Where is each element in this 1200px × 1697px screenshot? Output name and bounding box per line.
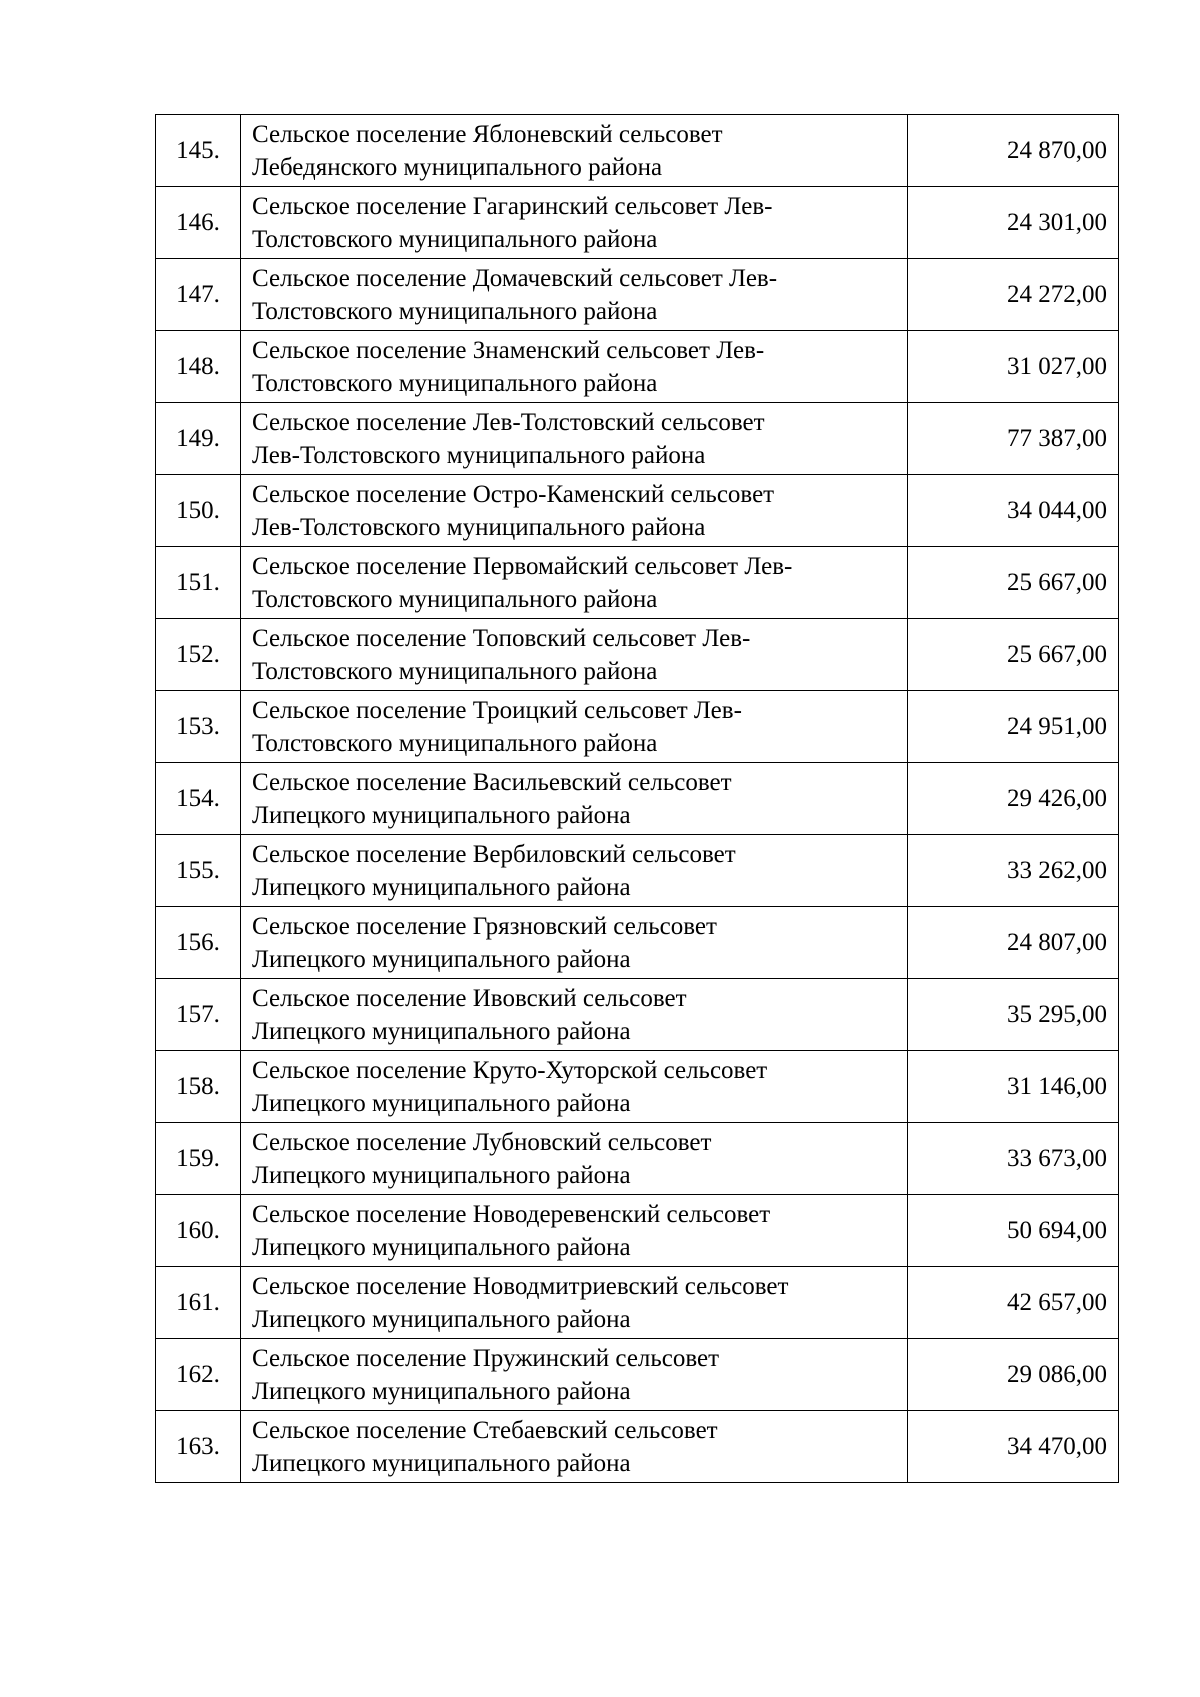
settlement-name-line2: Липецкого муниципального района	[252, 1449, 631, 1477]
amount-cell: 33 673,00	[908, 1123, 1119, 1195]
settlement-name-line1: Сельское поселение Круто-Хуторской сельсовет	[252, 1056, 768, 1084]
amount-cell: 24 951,00	[908, 691, 1119, 763]
row-number: 159.	[156, 1123, 241, 1195]
settlement-name	[241, 259, 908, 331]
table-row	[156, 835, 1119, 907]
settlement-name	[241, 187, 908, 259]
row-number: 163.	[156, 1411, 241, 1483]
settlement-name	[241, 979, 908, 1051]
settlement-name-line2: Липецкого муниципального района	[252, 945, 631, 973]
settlement-name-line2: Липецкого муниципального района	[252, 873, 631, 901]
settlement-name-line2: Липецкого муниципального района	[252, 1017, 631, 1045]
amount-cell: 31 146,00	[908, 1051, 1119, 1123]
settlement-name-line2: Липецкого муниципального района	[252, 1089, 631, 1117]
settlement-name-line1: Сельское поселение Лубновский сельсовет	[252, 1128, 712, 1156]
settlement-name	[241, 1411, 908, 1483]
settlement-name-line2: Липецкого муниципального района	[252, 801, 631, 829]
amount-cell: 25 667,00	[908, 547, 1119, 619]
amount-cell: 34 470,00	[908, 1411, 1119, 1483]
settlement-name	[241, 691, 908, 763]
table-row	[156, 1339, 1119, 1411]
row-number: 160.	[156, 1195, 241, 1267]
amount-cell: 24 272,00	[908, 259, 1119, 331]
table-row	[156, 115, 1119, 187]
settlement-name-line1: Сельское поселение Троицкий сельсовет Лев-	[252, 696, 742, 724]
settlement-name	[241, 1051, 908, 1123]
amount-cell: 35 295,00	[908, 979, 1119, 1051]
settlement-name-line2: Толстовского муниципального района	[252, 657, 658, 685]
row-number: 152.	[156, 619, 241, 691]
settlement-name-line1: Сельское поселение Грязновский сельсовет	[252, 912, 717, 940]
table-row	[156, 907, 1119, 979]
row-number: 154.	[156, 763, 241, 835]
settlement-name-line1: Сельское поселение Стебаевский сельсовет	[252, 1416, 718, 1444]
allocation-table-body	[156, 115, 1119, 1483]
amount-cell: 42 657,00	[908, 1267, 1119, 1339]
settlement-name-line1: Сельское поселение Ивовский сельсовет	[252, 984, 687, 1012]
settlement-name-line1: Сельское поселение Лев-Толстовский сельсовет	[252, 408, 765, 436]
row-number: 162.	[156, 1339, 241, 1411]
settlement-name-line2: Лебедянского муниципального района	[252, 153, 663, 181]
settlement-name-line2: Толстовского муниципального района	[252, 297, 658, 325]
settlement-name	[241, 331, 908, 403]
row-number: 147.	[156, 259, 241, 331]
table-row	[156, 547, 1119, 619]
settlement-name-line1: Сельское поселение Пружинский сельсовет	[252, 1344, 720, 1372]
table-row	[156, 1411, 1119, 1483]
row-number: 153.	[156, 691, 241, 763]
table-row	[156, 1195, 1119, 1267]
settlement-name-line1: Сельское поселение Топовский сельсовет Лев-	[252, 624, 751, 652]
table-row	[156, 979, 1119, 1051]
amount-cell: 29 086,00	[908, 1339, 1119, 1411]
row-number: 151.	[156, 547, 241, 619]
settlement-name	[241, 1267, 908, 1339]
settlement-name-line1: Сельское поселение Вербиловский сельсовет	[252, 840, 736, 868]
settlement-name	[241, 1195, 908, 1267]
settlement-name	[241, 1339, 908, 1411]
settlement-name-line2: Липецкого муниципального района	[252, 1377, 631, 1405]
settlement-name-line2: Толстовского муниципального района	[252, 729, 658, 757]
table-row	[156, 259, 1119, 331]
amount-cell: 29 426,00	[908, 763, 1119, 835]
amount-cell: 24 807,00	[908, 907, 1119, 979]
settlement-name-line1: Сельское поселение Новодмитриевский сельсовет	[252, 1272, 789, 1300]
row-number: 150.	[156, 475, 241, 547]
table-row	[156, 1051, 1119, 1123]
table-row	[156, 763, 1119, 835]
amount-cell: 24 870,00	[908, 115, 1119, 187]
settlement-name-line1: Сельское поселение Первомайский сельсовет Лев-	[252, 552, 793, 580]
row-number: 145.	[156, 115, 241, 187]
table-row	[156, 1267, 1119, 1339]
amount-cell: 31 027,00	[908, 331, 1119, 403]
settlement-name-line2: Толстовского муниципального района	[252, 585, 658, 613]
settlement-name-line2: Липецкого муниципального района	[252, 1305, 631, 1333]
settlement-name	[241, 835, 908, 907]
table-row	[156, 1123, 1119, 1195]
settlement-name	[241, 763, 908, 835]
row-number: 157.	[156, 979, 241, 1051]
settlement-name-line1: Сельское поселение Яблоневский сельсовет	[252, 120, 723, 148]
settlement-name-line2: Толстовского муниципального района	[252, 225, 658, 253]
amount-cell: 33 262,00	[908, 835, 1119, 907]
table-row	[156, 691, 1119, 763]
settlement-name-line1: Сельское поселение Домачевский сельсовет Лев-	[252, 264, 778, 292]
row-number: 161.	[156, 1267, 241, 1339]
row-number: 158.	[156, 1051, 241, 1123]
settlement-name-line2: Толстовского муниципального района	[252, 369, 658, 397]
settlement-name-line1: Сельское поселение Васильевский сельсовет	[252, 768, 732, 796]
settlement-name-line2: Липецкого муниципального района	[252, 1233, 631, 1261]
table-row	[156, 187, 1119, 259]
settlement-name-line2: Лев-Толстовского муниципального района	[252, 513, 706, 541]
settlement-name-line1: Сельское поселение Новодеревенский сельсовет	[252, 1200, 771, 1228]
amount-cell: 34 044,00	[908, 475, 1119, 547]
settlement-name-line2: Липецкого муниципального района	[252, 1161, 631, 1189]
settlement-name	[241, 115, 908, 187]
amount-cell: 77 387,00	[908, 403, 1119, 475]
table-row	[156, 331, 1119, 403]
settlement-name-line1: Сельское поселение Гагаринский сельсовет Лев-	[252, 192, 773, 220]
row-number: 155.	[156, 835, 241, 907]
amount-cell: 50 694,00	[908, 1195, 1119, 1267]
row-number: 156.	[156, 907, 241, 979]
settlement-name-line1: Сельское поселение Знаменский сельсовет Лев-	[252, 336, 765, 364]
allocation-table	[155, 114, 1119, 1483]
settlement-name	[241, 1123, 908, 1195]
amount-cell: 24 301,00	[908, 187, 1119, 259]
row-number: 148.	[156, 331, 241, 403]
settlement-name	[241, 547, 908, 619]
table-row	[156, 475, 1119, 547]
settlement-name	[241, 403, 908, 475]
settlement-name-line2: Лев-Толстовского муниципального района	[252, 441, 706, 469]
settlement-name	[241, 619, 908, 691]
settlement-name-line1: Сельское поселение Остро-Каменский сельсовет	[252, 480, 775, 508]
table-row	[156, 403, 1119, 475]
table-row	[156, 619, 1119, 691]
amount-cell: 25 667,00	[908, 619, 1119, 691]
row-number: 146.	[156, 187, 241, 259]
settlement-name	[241, 907, 908, 979]
settlement-name	[241, 475, 908, 547]
row-number: 149.	[156, 403, 241, 475]
